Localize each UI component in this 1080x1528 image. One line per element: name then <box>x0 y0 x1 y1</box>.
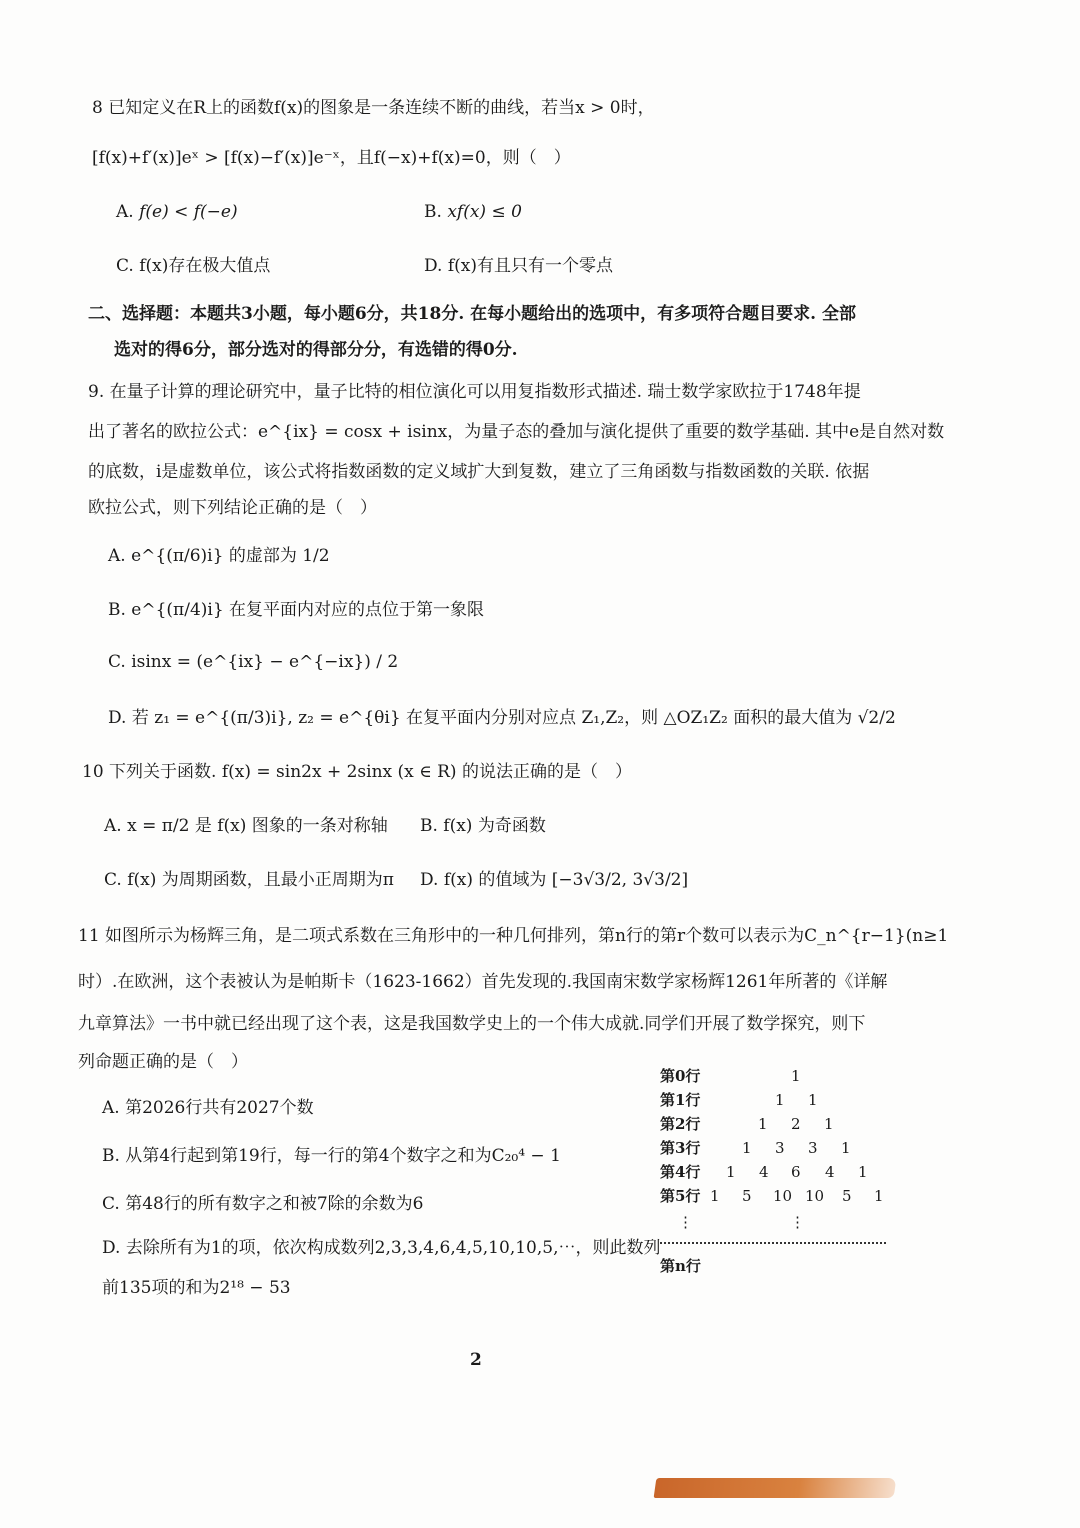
q8-stem-line-2: [f(x)+f′(x)]eˣ > [f(x)−f′(x)]e⁻ˣ，且f(−x)+f(x)=0，则（ ） <box>92 148 571 168</box>
triangle-number: 5 <box>842 1187 852 1205</box>
q8-option-a-text: f(e) < f(−e) <box>139 202 238 222</box>
triangle-number: 1 <box>742 1139 752 1157</box>
triangle-number: 1 <box>824 1115 834 1133</box>
q11-option-d-line-1: D. 去除所有为1的项，依次构成数列2,3,3,4,6,4,5,10,10,5,⋯，则此数列 <box>102 1238 661 1258</box>
q8-option-c-text: f(x)存在极大值点 <box>139 256 271 276</box>
q9-option-a: A. e^{(π/6)i} 的虚部为 1/2 <box>108 546 330 566</box>
triangle-row-label: 第1行 <box>660 1091 701 1109</box>
triangle-row-2 <box>660 1112 890 1136</box>
q8-option-c <box>116 254 270 278</box>
q10-option-c: C. f(x) 为周期函数，且最小正周期为π <box>104 870 394 890</box>
yanghui-triangle-figure <box>660 1064 890 1284</box>
q11-option-c: C. 第48行的所有数字之和被7除的余数为6 <box>102 1194 424 1214</box>
q11-stem-line-3: 九章算法》一书中就已经出现了这个表，这是我国数学史上的一个伟大成就.同学们开展了数学探究，则下 <box>78 1014 866 1034</box>
triangle-number: 4 <box>825 1163 835 1181</box>
triangle-number: 1 <box>841 1139 851 1157</box>
scan-stain <box>654 1478 897 1498</box>
q8-option-b-label: B. <box>424 202 442 222</box>
vdots-left: ⋮ <box>678 1213 693 1231</box>
triangle-number: 4 <box>759 1163 769 1181</box>
q8-option-a-label: A. <box>116 202 134 222</box>
q9-stem-line-2: 出了著名的欧拉公式：e^{ix} = cosx + isinx，为量子态的叠加与演化提供了重要的数学基础. 其中e是自然对数 <box>88 422 945 442</box>
q8-option-d <box>424 254 613 278</box>
triangle-row-0 <box>660 1064 890 1088</box>
triangle-number: 1 <box>726 1163 736 1181</box>
triangle-number: 1 <box>874 1187 884 1205</box>
q9-option-c: C. isinx = (e^{ix} − e^{−ix}) / 2 <box>108 652 399 672</box>
triangle-number: 10 <box>773 1187 793 1205</box>
q8-option-d-label: D. <box>424 256 443 276</box>
triangle-row-label: 第5行 <box>660 1187 701 1205</box>
q11-stem-line-1: 11 如图所示为杨辉三角，是二项式系数在三角形中的一种几何排列，第n行的第r个数可以表示为C_n^{r−1}(n≥1 <box>78 926 949 946</box>
triangle-row-label: 第0行 <box>660 1067 701 1085</box>
triangle-number: 5 <box>742 1187 752 1205</box>
page-number: 2 <box>470 1350 482 1370</box>
triangle-row-label: 第2行 <box>660 1115 701 1133</box>
q9-stem-line-3: 的底数，i是虚数单位，该公式将指数函数的定义域扩大到复数，建立了三角函数与指数函数的关联. 依据 <box>88 462 870 482</box>
q10-option-d: D. f(x) 的值域为 [−3√3/2, 3√3/2] <box>420 870 689 890</box>
q11-option-a: A. 第2026行共有2027个数 <box>102 1098 314 1118</box>
triangle-number: 10 <box>805 1187 825 1205</box>
q8-option-c-label: C. <box>116 256 134 276</box>
triangle-row-label: 第3行 <box>660 1139 701 1157</box>
vdots-center: ⋮ <box>790 1213 805 1231</box>
section2-header-line-2: 选对的得6分，部分选对的得部分分，有选错的得0分. <box>114 340 518 360</box>
q8-option-b <box>424 200 522 224</box>
section2-header-line-1: 二、选择题：本题共3小题，每小题6分，共18分. 在每小题给出的选项中，有多项符合题目要求. 全部 <box>88 304 856 324</box>
q11-option-d-line-2: 前135项的和为2¹⁸ − 53 <box>102 1278 291 1298</box>
triangle-number: 1 <box>710 1187 720 1205</box>
triangle-row-1 <box>660 1088 890 1112</box>
triangle-vdots-row <box>660 1210 890 1234</box>
triangle-row-4 <box>660 1160 890 1184</box>
triangle-number: 1 <box>858 1163 868 1181</box>
triangle-number: 3 <box>775 1139 785 1157</box>
q10-stem: 10 下列关于函数. f(x) = sin2x + 2sinx (x ∈ R) 的说法正确的是（ ） <box>82 762 632 782</box>
triangle-number: 3 <box>808 1139 818 1157</box>
triangle-number: 1 <box>758 1115 768 1133</box>
q8-option-b-text: xf(x) ≤ 0 <box>447 202 522 222</box>
q11-stem-line-2: 时）.在欧洲，这个表被认为是帕斯卡（1623-1662）首先发现的.我国南宋数学家杨辉1261年所著的《详解 <box>78 972 888 992</box>
q9-stem-line-4: 欧拉公式，则下列结论正确的是（ ） <box>88 498 377 518</box>
q8-stem-line-1: 8 已知定义在R上的函数f(x)的图象是一条连续不断的曲线，若当x > 0时， <box>92 98 655 118</box>
triangle-row-5 <box>660 1184 890 1208</box>
triangle-number: 1 <box>808 1091 818 1109</box>
q8-option-a <box>116 200 238 224</box>
triangle-number: 2 <box>791 1115 801 1133</box>
triangle-row-3 <box>660 1136 890 1160</box>
triangle-number: 1 <box>791 1067 801 1085</box>
triangle-dotted-divider <box>660 1242 886 1244</box>
q10-option-b: B. f(x) 为奇函数 <box>420 816 546 836</box>
q9-option-d: D. 若 z₁ = e^{(π/3)i}, z₂ = e^{θi} 在复平面内分别对应点 Z₁,Z₂，则 △OZ₁Z₂ 面积的最大值为 √2/2 <box>108 708 896 728</box>
triangle-number: 6 <box>791 1163 801 1181</box>
q10-option-a: A. x = π/2 是 f(x) 图象的一条对称轴 <box>104 816 388 836</box>
q9-stem-line-1: 9. 在量子计算的理论研究中，量子比特的相位演化可以用复指数形式描述. 瑞士数学家欧拉于1748年提 <box>88 382 861 402</box>
triangle-row-label: 第n行 <box>660 1257 701 1275</box>
q9-option-b: B. e^{(π/4)i} 在复平面内对应的点位于第一象限 <box>108 600 485 620</box>
q11-option-b: B. 从第4行起到第19行，每一行的第4个数字之和为C₂₀⁴ − 1 <box>102 1146 561 1166</box>
triangle-row-label: 第4行 <box>660 1163 701 1181</box>
q8-option-d-text: f(x)有且只有一个零点 <box>447 256 613 276</box>
q11-stem-line-4: 列命题正确的是（ ） <box>78 1052 248 1072</box>
triangle-number: 1 <box>775 1091 785 1109</box>
